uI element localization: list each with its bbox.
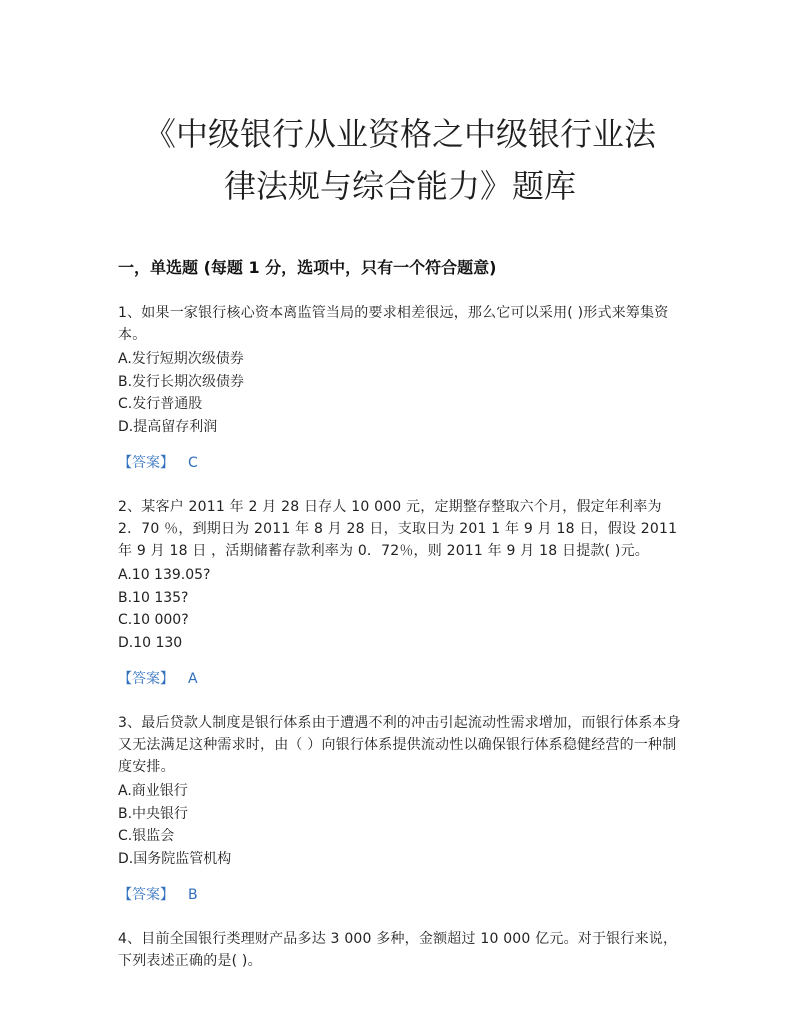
option-d: D.国务院监管机构 xyxy=(118,850,232,867)
question-options xyxy=(118,348,682,438)
option-c: C.银监会 xyxy=(118,828,175,844)
question-text: 2、某客户 2011 年 2 月 28 日存人 10 000 元，定期整存整取六个月，假定年利率为 2．70 ％，到期日为 2011 年 8 月 28 日，支取日为 201 1 年 9 月 18 日，假设 2011 年 9 月 18 日 ，活期储蓄存款利率为 0．72％，则 2011 年 9 月 18 日提款( )元。 xyxy=(118,499,678,559)
answer-value: B xyxy=(188,887,198,903)
document-title xyxy=(118,0,682,212)
answer-line xyxy=(118,452,682,474)
title-line-1: 《中级银行从业资格之中级银行业法 xyxy=(143,115,656,153)
answer-line xyxy=(118,884,682,906)
question-1 xyxy=(118,302,682,474)
question-text: 4、目前全国银行类理财产品多达 3 000 多种，金额超过 10 000 亿元。对于银行来说，下列表述正确的是( )。 xyxy=(118,931,678,969)
option-a: A.商业银行 xyxy=(118,783,188,799)
title-line-2: 律法规与综合能力》题库 xyxy=(223,167,576,205)
answer-label: 【答案】 xyxy=(118,455,174,471)
option-b: B.中央银行 xyxy=(118,805,189,822)
option-c: C.发行普通股 xyxy=(118,396,203,412)
question-4 xyxy=(118,928,682,972)
question-options xyxy=(118,780,682,870)
answer-label: 【答案】 xyxy=(118,887,174,903)
section-heading: 一，单选题 (每题 1 分，选项中，只有一个符合题意) xyxy=(118,258,497,277)
option-a: A.发行短期次级债券 xyxy=(118,351,244,367)
question-2 xyxy=(118,496,682,690)
option-d: D.提高留存利润 xyxy=(118,418,218,435)
question-text: 1、如果一家银行核心资本离监管当局的要求相差很远，那么它可以采用( )形式来筹集资本。 xyxy=(118,305,669,343)
question-3 xyxy=(118,712,682,906)
question-options xyxy=(118,564,682,654)
question-text: 3、最后贷款人制度是银行体系由于遭遇不利的冲击引起流动性需求增加，而银行体系本身又无法满足这种需求时，由（ ）向银行体系提供流动性以确保银行体系稳健经营的一种制度安排。 xyxy=(118,715,681,775)
answer-value: A xyxy=(188,671,198,687)
option-a: A.10 139.05? xyxy=(118,567,211,583)
answer-value: C xyxy=(188,455,198,471)
answer-line xyxy=(118,668,682,690)
answer-label: 【答案】 xyxy=(118,671,174,687)
option-b: B.10 135? xyxy=(118,589,189,606)
option-c: C.10 000? xyxy=(118,612,189,628)
option-d: D.10 130 xyxy=(118,634,183,651)
option-b: B.发行长期次级债券 xyxy=(118,373,245,390)
